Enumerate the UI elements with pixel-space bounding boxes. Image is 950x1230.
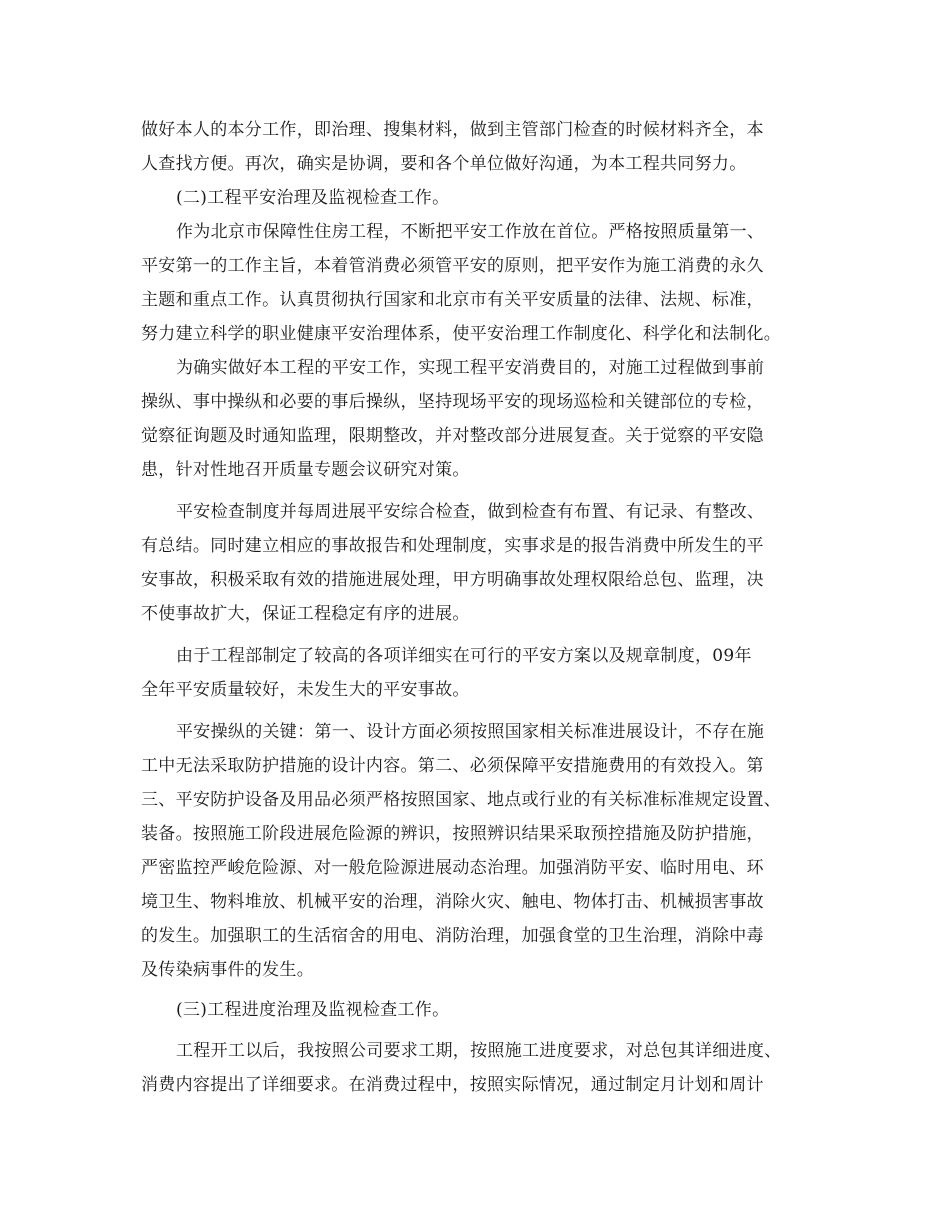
text-line: 不使事故扩大，保证工程稳定有序的进展。 xyxy=(141,604,470,624)
text-line: 消费内容提出了详细要求。在消费过程中，按照实际情况，通过制定月计划和周计 xyxy=(141,1075,764,1095)
section-heading: (二)工程平安治理及监视检查工作。 xyxy=(176,188,450,208)
text-line: 安事故，积极采取有效的措施进展处理，甲方明确事故处理权限给总包、监理，决 xyxy=(141,570,764,590)
text-line: 平安检查制度并每周进展平安综合检查，做到检查有布置、有记录、有整改、 xyxy=(176,502,765,522)
text-line: 工程开工以后，我按照公司要求工期，按照施工进度要求，对总包其详细进度、 xyxy=(176,1041,782,1061)
text-line: 平安操纵的关键：第一、设计方面必须按照国家相关标准进展设计，不存在施 xyxy=(176,722,765,742)
text-line: 做好本人的本分工作，即治理、搜集材料，做到主管部门检查的时候材料齐全，本 xyxy=(141,120,764,140)
text-line: 有总结。同时建立相应的事故报告和处理制度，实事求是的报告消费中所发生的平 xyxy=(141,536,764,556)
text-line: 的发生。加强职工的生活宿舍的用电、消防治理，加强食堂的卫生治理，消除中毒 xyxy=(141,926,764,946)
text-line: 操纵、事中操纵和必要的事后操纵，坚持现场平安的现场巡检和关键部位的专检， xyxy=(141,392,764,412)
text-line: 努力建立科学的职业健康平安治理体系，使平安治理工作制度化、科学化和法制化。 xyxy=(141,324,782,344)
text-line: 为确实做好本工程的平安工作，实现工程平安消费目的，对施工过程做到事前 xyxy=(176,358,765,378)
text-line: 及传染病事件的发生。 xyxy=(141,960,314,980)
text-line: 患，针对性地召开质量专题会议研究对策。 xyxy=(141,460,470,480)
text-line: 由于工程部制定了较高的各项详细实在可行的平安方案以及规章制度，09年 xyxy=(176,646,752,666)
text-line: 全年平安质量较好，未发生大的平安事故。 xyxy=(141,680,470,700)
text-line: 三、平安防护设备及用品必须严格按照国家、地点或行业的有关标准标准规定设置、 xyxy=(141,790,782,810)
text-line: 作为北京市保障性住房工程，不断把平安工作放在首位。严格按照质量第一、 xyxy=(176,222,765,242)
text-line: 装备。按照施工阶段进展危险源的辨识，按照辨识结果采取预控措施及防护措施， xyxy=(141,824,764,844)
text-line: 平安第一的工作主旨，本着管消费必须管平安的原则，把平安作为施工消费的永久 xyxy=(141,256,764,276)
text-line: 人查找方便。再次，确实是协调，要和各个单位做好沟通，为本工程共同努力。 xyxy=(141,154,747,174)
text-line: 工中无法采取防护措施的设计内容。第二、必须保障平安措施费用的有效投入。第 xyxy=(141,756,764,776)
text-line: 境卫生、物料堆放、机械平安的治理，消除火灾、触电、物体打击、机械损害事故 xyxy=(141,892,764,912)
text-line: 觉察征询题及时通知监理，限期整改，并对整改部分进展复查。关于觉察的平安隐 xyxy=(141,426,764,446)
text-line: 主题和重点工作。认真贯彻执行国家和北京市有关平安质量的法律、法规、标准， xyxy=(141,290,764,310)
section-heading: (三)工程进度治理及监视检查工作。 xyxy=(176,1000,450,1020)
text-line: 严密监控严峻危险源、对一般危险源进展动态治理。加强消防平安、临时用电、环 xyxy=(141,858,764,878)
